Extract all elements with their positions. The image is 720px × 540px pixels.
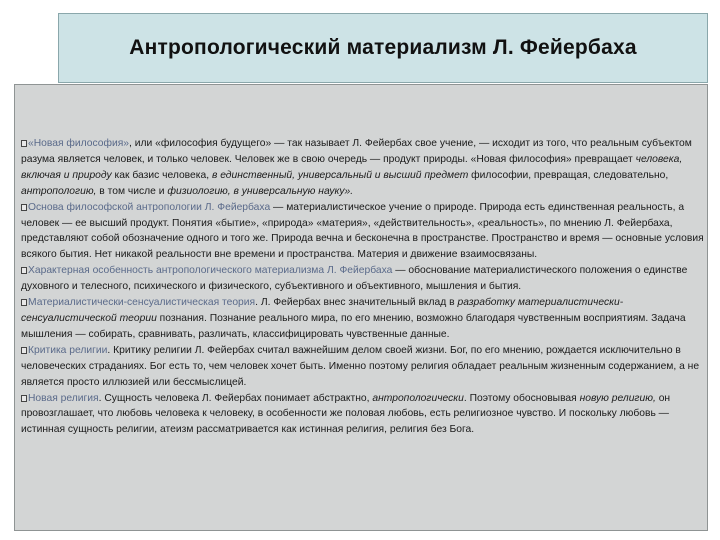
paragraph-text: , или «философия будущего» — так называет Л. Фейербах свое учение, — исходит из того, что реальным субъектом разума является человек, и только человек. Человек же в свою очередь — продукт природы. «Новая философия» превращает bbox=[21, 138, 692, 165]
checkbox-bullet-icon bbox=[21, 299, 27, 306]
italic-text: в единственный, универсальный и высший предмет bbox=[211, 169, 469, 181]
paragraph-text: . Поэтому обосновывая bbox=[463, 392, 580, 404]
paragraph-foundation bbox=[21, 200, 711, 264]
paragraph-text: . Л. Фейербах внес значительный вклад в bbox=[255, 297, 458, 309]
paragraph-feature bbox=[21, 263, 711, 295]
content-panel bbox=[14, 84, 708, 531]
paragraph-new-philosophy bbox=[21, 136, 711, 200]
italic-text: новую религию, bbox=[579, 392, 656, 404]
paragraph-new-religion bbox=[21, 391, 711, 439]
paragraph-sensualism bbox=[21, 295, 711, 343]
checkbox-bullet-icon bbox=[21, 395, 27, 402]
paragraph-text: . Сущность человека Л. Фейербах понимает абстрактно, bbox=[98, 392, 373, 404]
paragraph-text: — материалистическое учение о природе. Природа есть единственная реальность, а человек — ее высший продукт. Понятия «бытие», «природа» «материя», «действительность», «реальность», по мнению Л. Фейербаха, представляют собой обозначение одного и того же. Природа вечна и бесконечна в пространстве. Пространство и время — основные условия всякого бытия. Нет никакой реальности вне времени и пространства. Материя и движение взаимосвязаны. bbox=[21, 201, 704, 261]
italic-text: физиологию, в универсальную науку». bbox=[167, 185, 354, 197]
term-new-philosophy: «Новая философия» bbox=[28, 138, 129, 149]
paragraph-text: он провозглашает, что любовь человека к человеку, в особенности же половая любовь, есть религиозное чувство. И поскольку любовь — истинная сущность религии, атеизм рассматривается как истинная религия, религия без Бога. bbox=[21, 392, 671, 436]
slide-title: Антропологический материализм Л. Фейербаха bbox=[129, 36, 637, 59]
title-banner bbox=[58, 13, 708, 83]
paragraph-text: . Критику религии Л. Фейербах считал важнейшим делом своей жизни. Бог, по его мнению, рождается исключительно в человеческих страданиях. Бог есть то, чем человек хочет быть. Именно поэтому религия обладает реальным жизненным содержанием, а не является просто иллюзией или бессмыслицей. bbox=[21, 344, 700, 388]
term-sensualism: Материалистически-сенсуалистическая теория bbox=[28, 297, 256, 309]
term-new-religion: Новая религия bbox=[28, 392, 99, 404]
paragraph-text: в том числе и bbox=[96, 185, 168, 197]
paragraph-religion-critique bbox=[21, 343, 711, 391]
paragraph-text: — обоснование материалистического положения о единстве духовного и телесного, психического и физического, субъективного и объективного, мышления и бытия. bbox=[21, 265, 688, 293]
paragraph-text: познания. Познание реального мира, по его мнению, возможно благодаря чувственным восприятиям. Задача мышления — собирать, сравнивать, различать, классифицировать чувственные данные. bbox=[21, 312, 686, 340]
italic-text: антропологию, bbox=[21, 185, 97, 197]
italic-text: человека, включая и природу bbox=[21, 153, 683, 181]
paragraph-text: как базис человека, bbox=[111, 169, 212, 181]
term-foundation: Основа философской антропологии Л. Фейербаха bbox=[28, 201, 271, 213]
italic-text: разработку материалистически-сенсуалистической теории bbox=[21, 297, 624, 324]
term-religion-critique: Критика религии bbox=[28, 344, 108, 356]
paragraph-text: философии, превращая, следовательно, bbox=[468, 169, 669, 181]
checkbox-bullet-icon bbox=[21, 267, 27, 274]
term-feature: Характерная особенность антропологического материализма Л. Фейербаха bbox=[28, 265, 393, 277]
body-text bbox=[21, 136, 711, 438]
checkbox-bullet-icon bbox=[21, 347, 27, 354]
italic-text: антропологически bbox=[372, 392, 464, 404]
checkbox-bullet-icon bbox=[21, 140, 27, 147]
checkbox-bullet-icon bbox=[21, 204, 27, 211]
